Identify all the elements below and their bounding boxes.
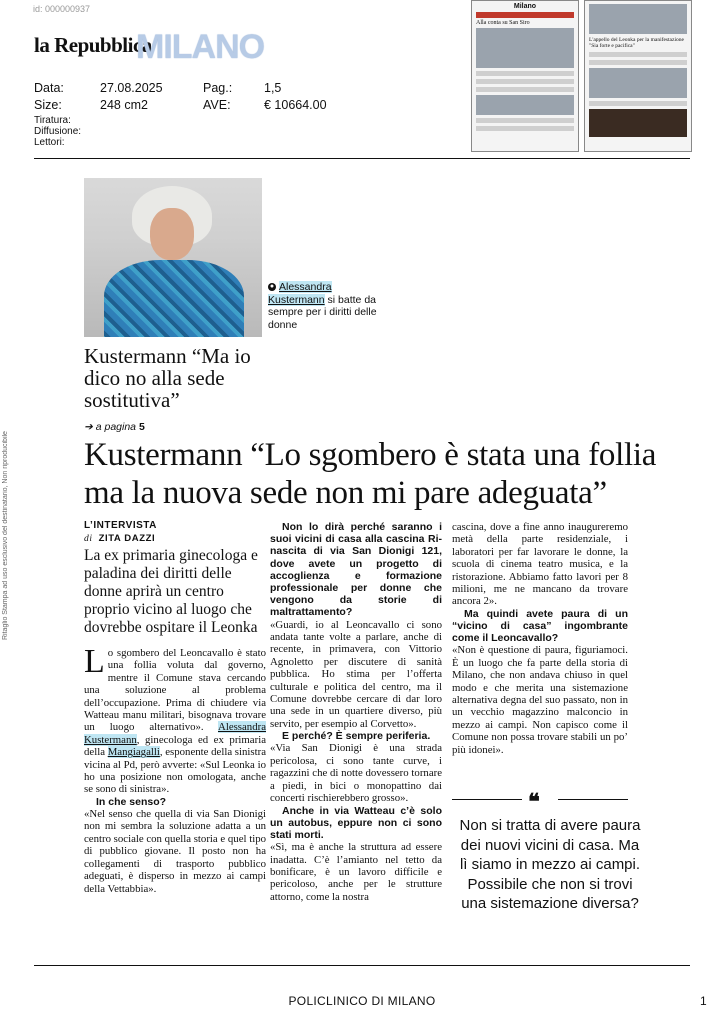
- front-page-thumbnail[interactable]: [471, 0, 579, 152]
- portrait-photo: [84, 178, 262, 337]
- highlighted-name: Alessandra Kustermann: [84, 721, 266, 746]
- caption-bullet-icon: ●: [269, 283, 275, 291]
- paragraph: cascina, dove a fine anno inaugureremo metà della parte residenziale, i laboratori per far lavorare le donne, la scuola di cinema teatro musica, e la ristorazione. Abbiamo fatto lavori per 8 milioni, me ne mancano da trovare ancora 2».: [452, 521, 628, 608]
- question: In che senso?: [96, 795, 167, 808]
- photo-caption: [268, 281, 388, 331]
- copyright-side-note: Ritaglio Stampa ad uso esclusivo del destinatario, Non riproducibile: [2, 431, 9, 640]
- size-label: Size:: [34, 98, 62, 112]
- paragraph: [84, 643, 266, 796]
- article-standfirst: La ex primaria ginecologa e paladina dei diritti delle donne aprirà un centro proprio vicino al luogo che dovrebbe ospitare il Leonka: [84, 547, 258, 636]
- header-divider: [34, 158, 690, 159]
- caption-name: Alessandra Kustermann: [268, 281, 332, 306]
- footer-client: POLICLINICO DI MILANO: [288, 994, 436, 1008]
- thumbnail-headline-right: L'appello del Leonka per la manifestazione "Sia forte e pacifica": [589, 37, 684, 49]
- edition-logo: MILANO: [136, 28, 265, 66]
- paragraph: «Non è questione di paura, figuriamoci. È un luogo che fa parte della storia di Milano, che non andava chiuso in quel modo e che merita una sistemazione alternativa degna del suo passato, non in un vecchio magazzino malconcio in mezzo ai campi. Non capisco come il Comune non possa trovare stabili un po’ più idonei».: [452, 644, 628, 756]
- question: Anche in via Watteau c’è solo un autobus, eppure non ci sono stati morti.: [270, 804, 442, 841]
- pull-quote: Non si tratta di avere paura dei nuovi vicini di casa. Ma lì siamo in mezzo ai campi. Possibile che non si trovi una sistemazione diversa?: [459, 817, 641, 912]
- caption-text: si batte da sempre per i diritti delle donne: [268, 293, 377, 331]
- article-column-1: [84, 643, 266, 895]
- drop-cap: L: [84, 643, 105, 680]
- date-label: Data:: [34, 81, 64, 95]
- footer-divider: [34, 965, 690, 966]
- paragraph: «Sì, ma è anche la struttura ad essere inadatta. C’è l’amianto nel tetto da bonificare, è un lavoro difficile e pericoloso, anche per le strutture attorno, come la nostra: [270, 841, 442, 903]
- question: E perché? È sempre periferia.: [282, 730, 431, 743]
- tiratura-label: Tiratura:: [34, 115, 71, 126]
- quote-mark-icon: ❝: [528, 789, 540, 814]
- paragraph-text: o sgombero del Leoncavallo è stato una follia voluta dal governo, mentre il Comune stava cercando una soluzione al problema dell’occupazione. Prima di chiudere via Watteau manu militari, bisognava trovare un luogo alternativo».: [84, 647, 266, 734]
- page-reference[interactable]: [84, 421, 145, 433]
- footer-page-number: 1: [700, 994, 707, 1008]
- diffusione-label: Diffusione:: [34, 126, 82, 137]
- arrow-circle-icon: ➔: [84, 421, 93, 433]
- article-headline: Kustermann “Lo sgombero è stata una follia ma la nuova sede non mi pare adeguata”: [84, 437, 657, 511]
- page-reference-number: 5: [138, 421, 145, 433]
- question: Non lo dirà perché saranno i suoi vicini di casa alla cascina Ri-nascita di via San Dionigi 121, dove avete un progetto di accoglienza e formazione professionale per donne che vengono da storie di maltrattamento?: [270, 521, 442, 619]
- teaser-headline: Kustermann “Ma io dico no alla sede sostitutiva”: [84, 344, 251, 412]
- article-column-3: [452, 521, 628, 756]
- page-value: 1,5: [264, 81, 282, 95]
- article-column-2: [270, 521, 442, 903]
- page-reference-prefix: a pagina: [95, 421, 137, 433]
- article-byline: [84, 533, 155, 544]
- paragraph: «Nel senso che quella di via San Dionigi non mi sembra la soluzione adatta a un centro sociale con quella storia e quel tipo di pubblico giovane. Il posto non ha collegamenti di trasporto pubblico adeguati, è disperso in mezzo ai campi della Vettabbia».: [84, 808, 266, 895]
- quote-rule-right: [558, 799, 628, 800]
- paragraph-text: , esponente della sinistra vicina al Pd, però avverte: «Sul Leonka io ho una posizione non omologata, anche se sono di sinistra».: [84, 746, 266, 796]
- byline-prefix: di: [84, 534, 93, 544]
- inside-page-thumbnail[interactable]: [584, 0, 692, 152]
- quote-rule-left: [452, 799, 522, 800]
- lettori-label: Lettori:: [34, 137, 65, 148]
- thumbnail-headline: Alla conta su San Siro: [476, 20, 530, 26]
- ave-label: AVE:: [203, 98, 231, 112]
- publication-logo: la Repubblica: [34, 33, 152, 57]
- thumbnail-title: Milano: [513, 3, 537, 10]
- paragraph: «Via San Dionigi è una strada pericolosa, ci sono tante curve, i ragazzini che di notte dovessero tornare a piedi, in bici o monopattino dai concerti rischierebbero grosso».: [270, 742, 442, 805]
- paragraph-text: , ginecologa ed ex primaria della: [84, 733, 266, 759]
- article-kicker: L’INTERVISTA: [84, 520, 157, 531]
- paragraph: «Guardi, io al Leoncavallo ci sono andata tante volte a parlare, anche di recente, in primavera, con Vittorio Agnoletto per discutere di sanità pubblica. Ho stima per l’offerta culturale e politica del centro, ma il Comune dovrebbe cercare di dar loro una sede in un quartiere diverso, più servito, per esempio al Corvetto».: [270, 618, 442, 730]
- byline-author: ZITA DAZZI: [98, 533, 156, 544]
- question: Ma quindi avete paura di un “vicino di casa” ingombrante come il Leoncavallo?: [452, 607, 628, 645]
- highlighted-hospital: Mangiagalli: [107, 746, 160, 759]
- ave-value: € 10664.00: [264, 98, 327, 112]
- clipping-id: id: 000000937: [33, 4, 91, 14]
- page-label: Pag.:: [203, 81, 233, 95]
- date-value: 27.08.2025: [100, 81, 163, 95]
- size-value: 248 cm2: [100, 98, 148, 112]
